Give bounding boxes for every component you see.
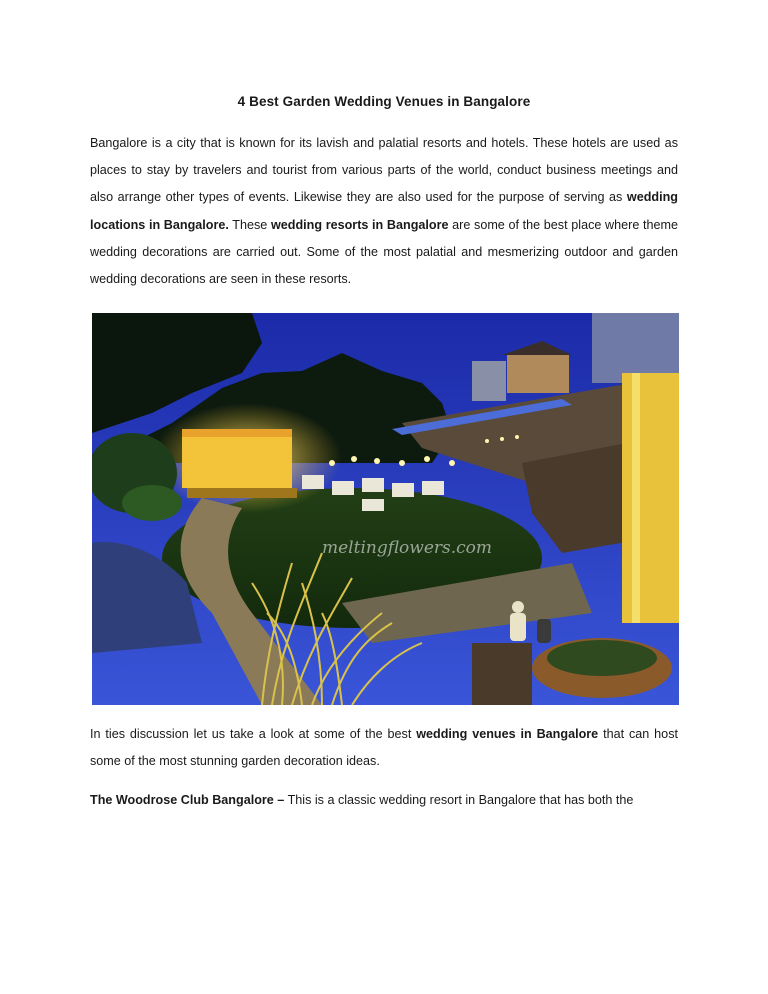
intro-text-2: These bbox=[228, 217, 271, 232]
page-title: 4 Best Garden Wedding Venues in Bangalore bbox=[237, 94, 531, 109]
keyword-wedding-locations: wedding locations in Bangalore. bbox=[90, 190, 678, 232]
garden-venue-photo bbox=[92, 313, 679, 705]
lit-pillar bbox=[622, 373, 679, 623]
keyword-wedding-venues: wedding venues in Bangalore bbox=[416, 727, 599, 741]
wooden-deck bbox=[472, 643, 532, 705]
woodrose-heading: The Woodrose Club Bangalore – bbox=[90, 793, 285, 807]
woodrose-text: This is a classic wedding resort in Bangalore that has both the bbox=[284, 793, 634, 807]
intro-text-3: are some of the best place where theme wedding decorations are carried out. Some of the most palatial and mesmerizing outdoor and garden wedding decorations are seen in these resorts. bbox=[90, 217, 678, 287]
keyword-wedding-resorts: wedding resorts in Bangalore bbox=[270, 217, 449, 232]
tower-building bbox=[592, 313, 679, 383]
woodrose-paragraph bbox=[90, 787, 678, 814]
intro-paragraph bbox=[90, 130, 678, 293]
intro-text-1: Bangalore is a city that is known for its lavish and palatial resorts and hotels. These hotels are used as places to stay by travelers and tourist from various parts of the world, conduct business meetings and also arrange other types of events. Likewise they are also used for the purpose of serving as bbox=[90, 136, 678, 205]
discussion-paragraph bbox=[90, 721, 678, 775]
watermark: meltingflowers.com bbox=[322, 538, 493, 558]
stage bbox=[182, 433, 292, 488]
discussion-text-1: In ties discussion let us take a look at some of the best bbox=[90, 727, 417, 741]
discussion-text-2: that can host some of the most stunning garden decoration ideas. bbox=[90, 727, 678, 769]
